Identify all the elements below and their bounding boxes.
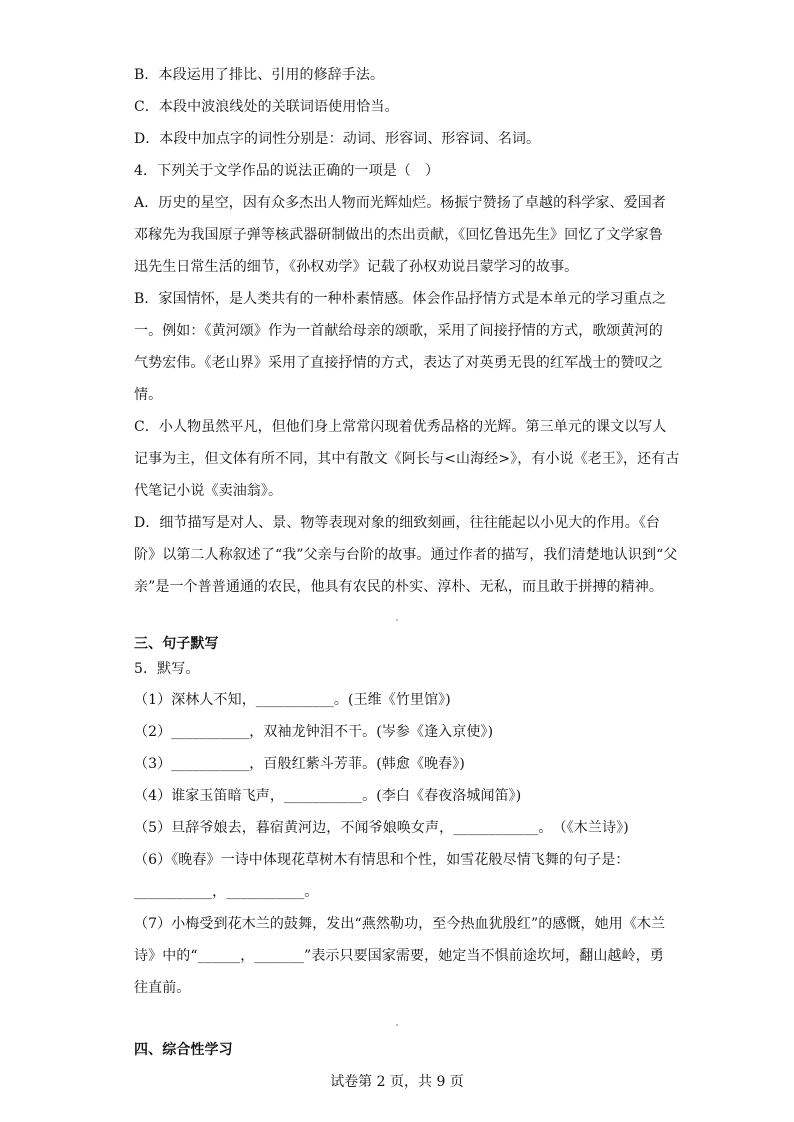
question-4-option-b-line-4: 情。 [134,387,163,403]
question-5-item-7-line-2: 诗》中的“______，_______”表示只要国家需要，她定当不惧前途坎坷，翻山越岭，勇 [134,948,664,964]
question-4-option-d-line-1: D．细节描写是对人、景、物等表现对象的细致刻画，往往能起以小见大的作用。《台 [134,515,661,531]
question-4-option-a-line-2: 邓稼先为我国原子弹等核武器研制做出的杰出贡献，《回忆鲁迅先生》回忆了文学家鲁 [134,227,663,243]
question-4-stem: 4．下列关于文学作品的说法正确的一项是（ ） [134,163,440,179]
question-4-option-a-line-3: 迅先生日常生活的细节，《孙权劝学》记载了孙权劝说吕蒙学习的故事。 [134,259,579,275]
option-b-text: B．本段运用了排比、引用的修辞手法。 [134,67,385,83]
question-5-item-6: （6）《晚春》一诗中体现花草树木有情思和个性，如雪花般尽情飞舞的句子是： [134,852,630,868]
separator-dot [396,1024,398,1026]
question-5-item-7-line-3: 往直前。 [134,980,191,996]
section-3-heading: 三、句子默写 [134,636,219,652]
question-4-option-a-line-1: A．历史的星空，因有众多杰出人物而光辉灿烂。杨振宁赞扬了卓越的科学家、爱国者 [134,195,666,211]
question-5-item-2: （2）___________，双袖龙钟泪不干。(岑参《逢入京使》) [134,724,494,740]
question-4-option-c-line-1: C．小人物虽然平凡，但他们身上常常闪现着优秀品格的光辉。第三单元的课文以写人 [134,419,667,435]
question-5-item-3: （3）___________，百般红紫斗芳菲。(韩愈《晚春》) [134,756,465,772]
question-5-item-1: （1）深林人不知，___________。(王维《竹里馆》) [134,692,451,708]
section-4-heading: 四、综合性学习 [134,1042,233,1058]
question-4-option-b-line-1: B．家国情怀，是人类共有的一种朴素情感。体会作品抒情方式是本单元的学习重点之 [134,291,667,307]
question-5-item-7-line-1: （7）小梅受到花木兰的鼓舞，发出“燕然勒功，至今热血犹殷红”的感慨，她用《木兰 [134,916,666,932]
question-4-option-c-line-2: 记事为主，但文体有所不同，其中有散文《阿长与<山海经>》，有小说《老王》，还有古 [134,451,680,467]
question-5-stem: 5．默写。 [134,661,200,677]
question-4-option-b-line-3: 气势宏伟。《老山界》采用了直接抒情的方式，表达了对英勇无畏的红军战士的赞叹之 [134,355,663,371]
question-5-item-5: （5）旦辞爷娘去，暮宿黄河边，不闻爷娘唤女声，____________。 （《木兰诗》) [134,820,629,836]
question-4-option-d-line-2: 阶》以第二人称叙述了“我”父亲与台阶的故事。通过作者的描写，我们清楚地认识到“父 [134,547,678,563]
question-4-option-c-line-3: 代笔记小说《卖油翁》。 [134,483,283,499]
question-4-option-b-line-2: 一。例如：《黄河颂》作为一首献给母亲的颂歌，采用了间接抒情的方式，歌颂黄河的 [134,323,663,339]
question-4-option-d-line-3: 亲”是一个普普通通的农民，他具有农民的朴实、淳朴、无私，而且敢于拼搏的精神。 [134,579,663,595]
option-c-text: C．本段中波浪线处的关联词语使用恰当。 [134,99,399,115]
page-footer: 试卷第 2 页，共 9 页 [330,1074,464,1090]
separator-dot [396,619,398,621]
option-d-text: D．本段中加点字的词性分别是：动词、形容词、形容词、名词。 [134,131,541,147]
question-5-item-4: （4）谁家玉笛暗飞声，___________。(李白《春夜洛城闻笛》) [134,788,522,804]
question-5-item-6-blanks: ___________，___________。 [134,884,319,900]
